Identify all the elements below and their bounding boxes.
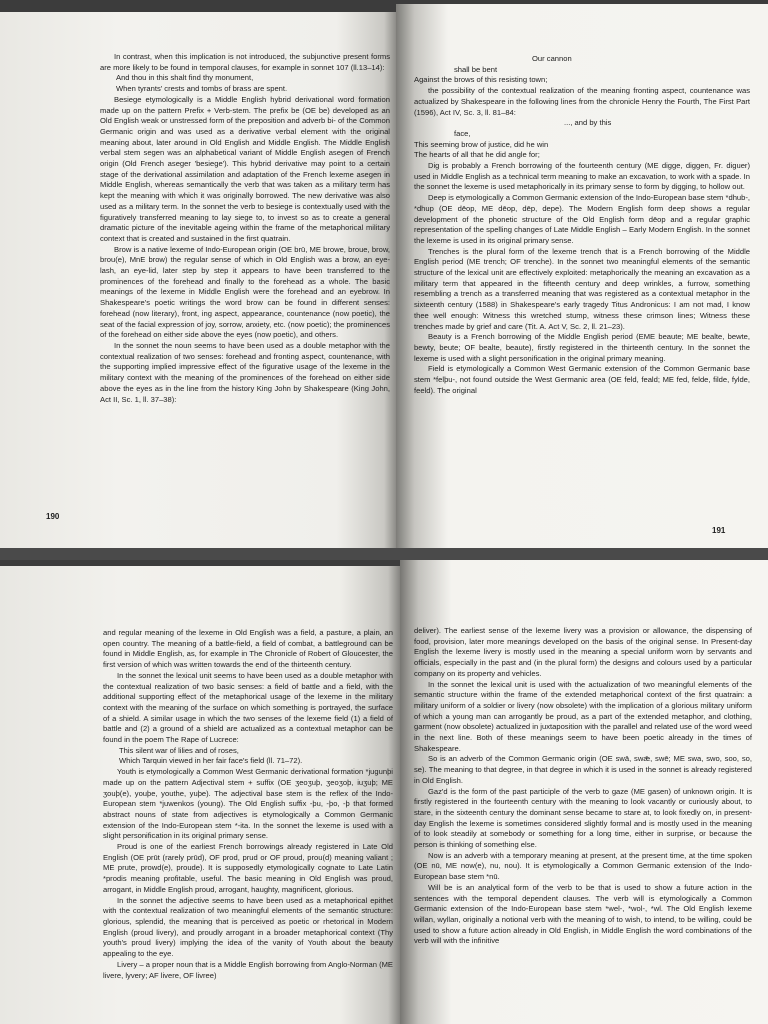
- paragraph: Beauty is a French borrowing of the Middle English period (EME beaute; ME bealte, bewte, bewty, beute; OF bealte, beaute), firstly registered in the thirteenth century. In the sonnet the lexeme is used with a slight personification in the original primary meaning.: [414, 332, 750, 363]
- verse-line: This silent war of lilies and of roses,: [119, 745, 239, 755]
- paragraph: Livery – a proper noun that is a Middle English borrowing from Anglo-Norman (ME livere, lyvery; AF livere, OF livree): [103, 959, 393, 980]
- verse-line: And thou in this shalt find thy monument,: [116, 73, 254, 83]
- page-number: 190: [46, 512, 60, 521]
- verse-line: Against the brows of this resisting town;: [414, 75, 548, 85]
- paragraph: Gaz'd is the form of the past participle of the verb to gaze (ME gasen) of unknown origin. It is firstly registered in the fourteenth century with the meaning to look vacantly or curiously about, to stare, in the sixteenth century the dominant sense became to stare at, to look fixedly on, in present-day English the lexeme is sometimes considered slightly formal and is mostly used in the meaning of to look steadily at somebody or something for a long time, either in surprise, or because the person is thinking of something else.: [414, 786, 752, 850]
- paragraph: Dig is probably a French borrowing of the fourteenth century (ME digge, diggen, Fr. diguer) used in Middle English as a technical term meaning to make an excavation, to work with a spade. In the sonnet the lexeme is used metaphorically in its primary sense to form by digging, to hollow out.: [414, 161, 750, 192]
- paragraph: So is an adverb of the Common Germanic origin (OE swā, swǣ, swē; ME swa, swo, soo, so, se). The meaning to that degree, in that degree in which it is used in the sonnet is already registered in Old English.: [414, 754, 752, 785]
- paragraph: In contrast, when this implication is not introduced, the subjunctive present forms are more likely to be found in temporal clauses, for example in sonnet 107 (ll.13–14):: [100, 52, 390, 72]
- paragraph: In the sonnet the adjective seems to have been used as a metaphorical epithet with the contextual realization of two meaningful elements of the semantic structure: glorious, splendid, the meaning that is perceived as poetic or rhetorical in Modern English (proud livery), and proudly arrogant in a broader metaphorical context (Thy youth's proud livery) implying the idea of the vanity of Youth about the beauty appealing to the eye.: [103, 895, 393, 959]
- paragraph: the possibility of the contextual realization of the meaning fronting aspect, countenance was actualized by Shakespeare in the following lines from the chronicle Henry the Fourth, The First Part (1596), Act IV, Sc. 3, ll. 81–84:: [414, 86, 750, 117]
- page-190-text: [100, 52, 390, 405]
- page-number: 191: [712, 526, 726, 535]
- paragraph: deliver). The earliest sense of the lexeme livery was a provision or allowance, the dispensing of food, provision, later more meanings developed on the basis of the original sense. In Present-day English the lexeme livery is mostly used in the meaning a special uniform worn by servants and officials, especially in the past and (in the plural form) the designs and colours used by a particular company on its property and vehicles.: [414, 626, 752, 678]
- page-191: [396, 4, 768, 548]
- page-190: [0, 12, 396, 548]
- paragraph: In the sonnet the lexical unit is used with the actualization of two meaningful elements of the semantic structure within the frame of the extended metaphorical context of the first quatrain: a military uniform of a soldier or livery (now obsolete) with the implication of a glorious military uniform of which a young man can arrogantly be proud, as a part of the extended metaphor, and clothing, garment (now obsolete) actualized in juxtaposition with the parallel and related use of the word weed in the next line. Both of these meanings seem to have been poetic already in the times of Shakespeare.: [414, 679, 752, 753]
- verse-line: face,: [454, 128, 471, 138]
- verse-line: Our cannon: [532, 54, 572, 63]
- bottom-page-spread: [0, 560, 768, 1024]
- page-193: [400, 560, 768, 1024]
- paragraph: Besiege etymologically is a Middle English hybrid derivational word formation made up on the pattern Prefix + Verb-stem. The prefix be (OE be) developed as an Old English weak or unstressed form of the preposition and adverb bi- of the Common Germanic origin and was used as a derivative verbal element with the original meaning about, later around in Old English and Middle English. The Middle English verbal stem segen was an alphabetical variant of Middle English asegen of French origin (Old French aseger 'besiege'). This hybrid derivative may point to a certain stage of the derivational assimilation and adaptation of the French lexeme asegen in Middle English, whereas semantically the verb that was taken as a military term has kept the meaning with which it was originally borrowed. The new derivative was also used as a military term. In the sonnet the verb to besiege is contextually used with the figuratively transferred meaning to lay siege to, to invest so as to create a general dramatic picture of the inevitable ageing within the frame of the metaphorical military context that is created and sustained in the first quatrain.: [100, 94, 390, 243]
- verse-line: This seeming brow of justice, did he win: [414, 139, 549, 149]
- verse-line: When tyrants' crests and tombs of brass are spent.: [116, 84, 288, 94]
- paragraph: Will be is an analytical form of the verb to be that is used to show a future action in the sentences with the temporal dependent clauses. The verb will is etymologically a Common Germanic extension of the Indo-European base stem *wel-, *wol-, *wl. The Old English lexeme willan, wyllan, originally a notional verb with the meaning of to wish, to intend, to be willing, could be used to show a future action already in Old English, in Middle English the word combinations of the verb will with the infinitive: [414, 882, 752, 946]
- verse-line: ..., and by this: [564, 118, 612, 128]
- paragraph: Proud is one of the earliest French borrowings already registered in Late Old English (OE prūt (rarely prūd), OF prod, prud or OF proud, prou(d) meaning valiant ; ME prute, prowd(e), proude). It is supposedly etymologically cognate to Late Latin *prodis meaning profitable, useful. The basic meaning in Old English was proud, arrogant, in Middle English proud, arrogant, haughty, magnificent, glorious.: [103, 842, 393, 894]
- paragraph: Trenches is the plural form of the lexeme trench that is a French borrowing of the Middle English period (ME trench; OF trenche). In the sonnet two meaningful elements of the semantic structure of the lexical unit are effectively exploited: metaphorically the meaning an excavation as a military term that appeared in the fifteenth century and deep wrinkles, a furrow, something resembling a trench as a transferred meaning that was registered as a contextual metaphor in the sixteenth century (1588) in Shakespeare's early tragedy Titus Andronicus: I am not mad, I know thee well enough: Witness this wretched stump, witness these crimson lines; Witness these trenches made by grief and care (Tit. A. Act V, Sc. 2, ll. 21–23).: [414, 246, 750, 331]
- page-192-text: [103, 628, 393, 981]
- paragraph: In the sonnet the noun seems to have been used as a double metaphor with the contextual realization of two senses: forehead and fronting aspect, countenance, with the supporting implied impressive effect of the figurative usage of the lexeme in the military context with the meaning of the prominences of the forehead on either side above the eyes as in the line from the history King John by Shakespeare (King John, Act II, Sc. 1, ll. 37–38):: [100, 340, 390, 404]
- paragraph: In the sonnet the lexical unit seems to have been used as a double metaphor with the contextual realization of two basic senses: a field of battle and a field, with the additional supporting effect of the metaphorical usage of the lexeme in the military context with the meaning of the surface on which something is portrayed, the surface of a shield. A similar usage in which the two senses of the lexeme field (1) a field of battle and (2) a ground of a shield are actualized as a contextual metaphor can be found in the poem The Rape of Lucrece:: [103, 670, 393, 745]
- paragraph: Field is etymologically a Common West Germanic extension of the Common Germanic base stem *felþu-, not found outside the West Germanic area (OE feld, feald; ME fed, felde, filde, fylde, feeld). The original: [414, 364, 750, 395]
- paragraph: and regular meaning of the lexeme in Old English was a field, a pasture, a plain, an open country. The meaning of a battle-field, a field of combat, a battleground can be found in Middle English, as, for example in The Chronicle of Robert of Gloucester, the first version of which was written towards the end of the thirteenth century.: [103, 628, 393, 670]
- verse-line: Which Tarquin viewed in her fair face's field (ll. 71–72).: [119, 756, 303, 766]
- paragraph: Now is an adverb with a temporary meaning at present, at the present time, at the time spoken (OE nū, ME now(e), nu, nou). It is etymologically a Common Germanic extension of the Indo-European base stem *nū.: [414, 850, 752, 882]
- paragraph: Deep is etymologically a Common Germanic extension of the Indo-European base stem *dhub-, *dhup (OE dēop, ME dēop, dēp, depe). The Modern English form deep shows a regular development of the phonetic structure of the Old English form dēop and a regular graphic representation of the spelling changes of Late Middle English – Early Modern English. In the sonnet the lexeme is used in its original primary sense.: [414, 193, 750, 245]
- paragraph: Youth is etymologically a Common West Germanic derivational formation *jugunþi made up on the pattern Adjectival stem + suffix (OE ʒeoʒuþ, ʒeoʒoþ, iuʒuþ; ME ʒouþ(e), youþe, youthe, yuþe). The adjectival base stem is the reflex of the Indo-European stem *juwenkos (young). The Old English suffix -þu, -þo, -þ that formed abstract nouns of state from adjectives is etymologically a Common Germanic extension of the Indo-European stem *-ita. In the sonnet the lexeme is used with a slight personification in its original primary sense.: [103, 767, 393, 841]
- paragraph: Brow is a native lexeme of Indo-European origin (OE brū, ME browe, broue, brow, brou(e), MnE brow) the regular sense of which in Old English was a brow, an eye-lash, an eye-lid, later step by step it appears to have been transferred to the prominences of the forehead and finally to the forehead as a whole. The basic meanings of the lexeme in Middle English were the forehead and an eyebrow. In Shakespeare's poetic writings the word brow can be found in different senses: forehead (now literary), front, ing aspect, appearance, countenance (now poetic), the seat of the facial expression of joy, sorrow, anxiety, etc. (now poetic); the prominences of the forehead on either side above the eyes (now poetic), and others.: [100, 244, 390, 340]
- verse-line: shall be bent: [454, 64, 498, 74]
- page-192: [0, 566, 400, 1024]
- verse-line: The hearts of all that he did angle for;: [414, 150, 540, 160]
- page-193-text: [414, 626, 752, 947]
- page-191-text: [414, 54, 750, 397]
